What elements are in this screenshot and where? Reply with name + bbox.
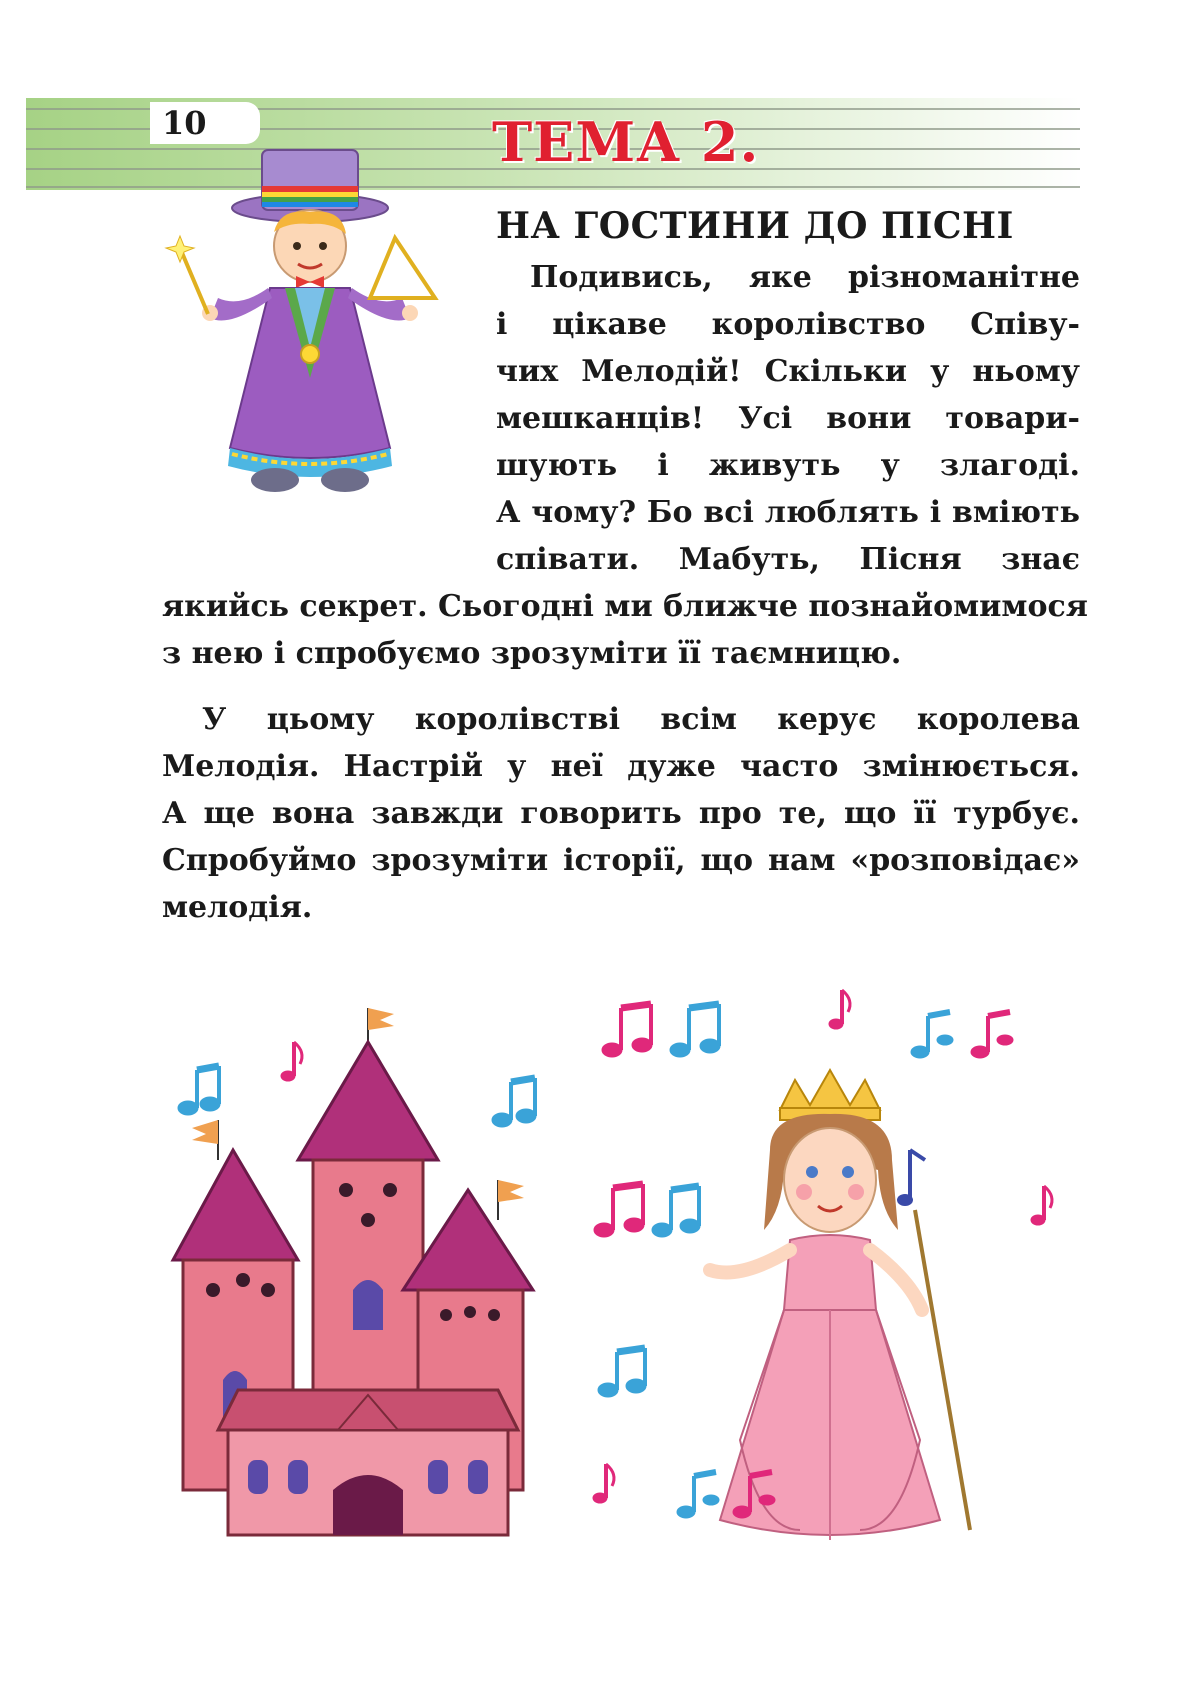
text-line: А чому? Бо всі люблять і вміють xyxy=(496,495,1080,530)
music-note-icon xyxy=(971,1012,1013,1058)
text-line: Спробуймо зрозуміти історії, що нам «розповідає» xyxy=(162,843,1080,878)
text-line: мешканців! Усі вони товари- xyxy=(496,401,1080,436)
music-note-icon xyxy=(911,1012,953,1058)
music-note-icon xyxy=(670,1004,720,1057)
music-notes-decoration xyxy=(160,900,1060,1540)
text-line: якийсь секрет. Сьогодні ми ближче познайомимося xyxy=(162,589,1088,624)
text-line: і цікаве королівство Співу- xyxy=(496,307,1080,342)
text-line: мелодія. xyxy=(162,890,313,925)
music-note-icon xyxy=(652,1186,700,1237)
text-line: шують і живуть у злагоді. xyxy=(496,448,1080,483)
text-line: чих Мелодій! Скільки у ньому xyxy=(496,354,1080,389)
music-note-icon xyxy=(598,1348,646,1397)
text-line: У цьому королівстві всім керує королева xyxy=(202,702,1080,737)
topic-heading: ТЕМА 2. xyxy=(492,110,760,174)
music-note-icon xyxy=(178,1066,220,1115)
magician-illustration xyxy=(160,148,480,518)
text-line: співати. Мабуть, Пісня знає xyxy=(496,542,1080,577)
text-line: Мелодія. Настрій у неї дуже часто змінюється. xyxy=(162,749,1080,784)
music-note-icon xyxy=(1031,1186,1052,1225)
page-number: 10 xyxy=(150,102,260,144)
music-note-icon xyxy=(602,1004,652,1057)
music-note-icon xyxy=(492,1078,536,1127)
music-note-icon xyxy=(829,990,850,1029)
music-note-icon xyxy=(281,1042,302,1081)
text-line: з нею і спробуємо зрозуміти її таємницю. xyxy=(162,636,902,671)
page-title: НА ГОСТИНИ ДО ПІСНІ xyxy=(496,205,1014,247)
music-note-icon xyxy=(593,1464,614,1503)
text-line: А ще вона завжди говорить про те, що її турбує. xyxy=(162,796,1080,831)
text-line: Подивись, яке різноманітне xyxy=(530,260,1080,295)
music-note-icon xyxy=(594,1184,644,1237)
music-note-icon xyxy=(733,1472,775,1518)
music-note-icon xyxy=(677,1472,719,1518)
